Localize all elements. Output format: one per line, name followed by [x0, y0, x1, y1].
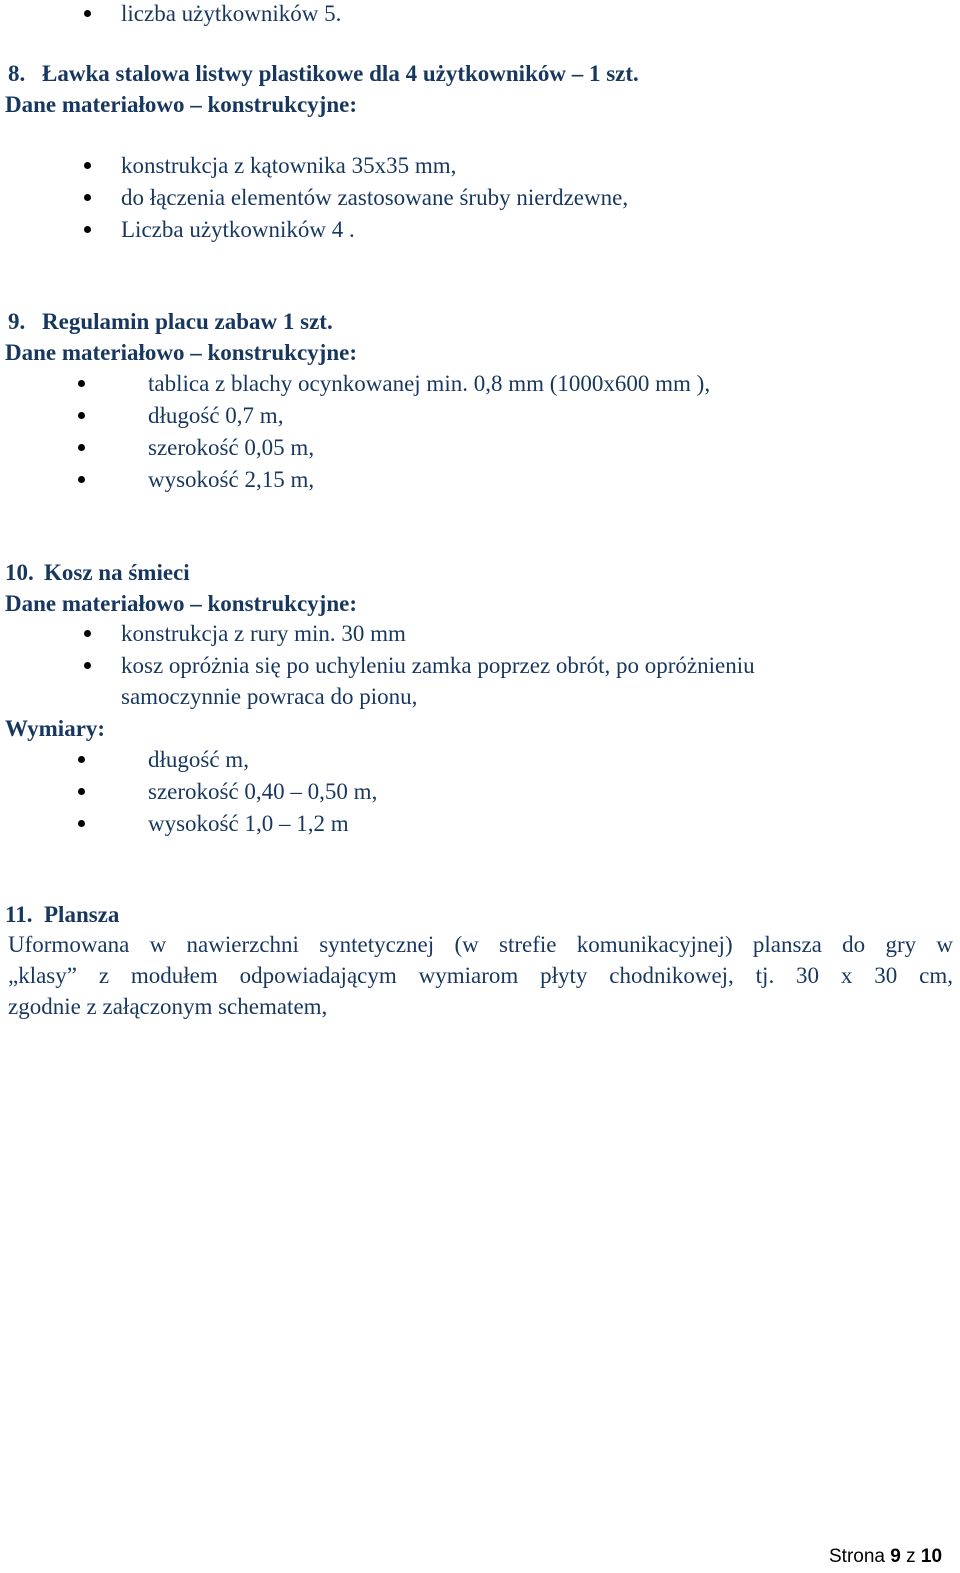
bullet-icon [84, 10, 91, 17]
bullet-icon [84, 630, 91, 637]
bullet-icon [78, 412, 85, 419]
bullet-icon [78, 380, 85, 387]
list-item: szerokość 0,05 m, [148, 435, 315, 460]
section-number: 10. [5, 560, 34, 585]
footer-label: Strona [829, 1546, 885, 1567]
bullet-icon [78, 756, 85, 763]
list-item: konstrukcja z kątownika 35x35 mm, [121, 153, 457, 178]
section-number: 11. [5, 902, 33, 927]
list-item: wysokość 1,0 – 1,2 m [148, 811, 349, 836]
bullet-icon [78, 476, 85, 483]
dimensions-label: Wymiary: [5, 716, 106, 741]
bullet-icon [84, 194, 91, 201]
footer-total-pages: 10 [920, 1546, 943, 1567]
section-number: 9. [8, 309, 26, 334]
list-item: Liczba użytkowników 4 . [121, 217, 355, 242]
bullet-icon [84, 226, 91, 233]
list-item: konstrukcja z rury min. 30 mm [121, 621, 406, 646]
section-title: Kosz na śmieci [44, 560, 190, 585]
footer-page-number: 9 [890, 1546, 901, 1567]
footer-of: z [906, 1546, 916, 1567]
section-subtitle: Dane materiałowo – konstrukcyjne: [5, 92, 357, 117]
list-item: wysokość 2,15 m, [148, 467, 315, 492]
paragraph-line: Uformowana w nawierzchni syntetycznej (w strefie komunikacyjnej) plansza do gry w [8, 932, 953, 957]
list-item: kosz opróżnia się po uchyleniu zamka poprzez obrót, po opróżnieniu [121, 653, 755, 678]
list-item: liczba użytkowników 5. [121, 1, 342, 26]
section-number: 8. [8, 61, 26, 86]
list-item: długość m, [148, 747, 249, 772]
section-title: Regulamin placu zabaw 1 szt. [42, 309, 333, 334]
section-title: Plansza [44, 902, 120, 927]
bullet-icon [78, 820, 85, 827]
bullet-icon [78, 788, 85, 795]
page-footer [829, 1546, 942, 1568]
list-item: szerokość 0,40 – 0,50 m, [148, 779, 378, 804]
section-subtitle: Dane materiałowo – konstrukcyjne: [5, 591, 357, 616]
list-item: długość 0,7 m, [148, 403, 284, 428]
list-item-continuation: samoczynnie powraca do pionu, [121, 684, 418, 709]
section-title: Ławka stalowa listwy plastikowe dla 4 użytkowników – 1 szt. [42, 61, 639, 86]
paragraph-line: „klasy” z modułem odpowiadającym wymiarom płyty chodnikowej, tj. 30 x 30 cm, [8, 963, 953, 988]
paragraph-line: zgodnie z załączonym schematem, [8, 994, 328, 1019]
bullet-icon [78, 444, 85, 451]
section-subtitle: Dane materiałowo – konstrukcyjne: [5, 340, 357, 365]
list-item: tablica z blachy ocynkowanej min. 0,8 mm (1000x600 mm ), [148, 371, 711, 396]
list-item: do łączenia elementów zastosowane śruby nierdzewne, [121, 185, 629, 210]
bullet-icon [84, 662, 91, 669]
bullet-icon [84, 162, 91, 169]
